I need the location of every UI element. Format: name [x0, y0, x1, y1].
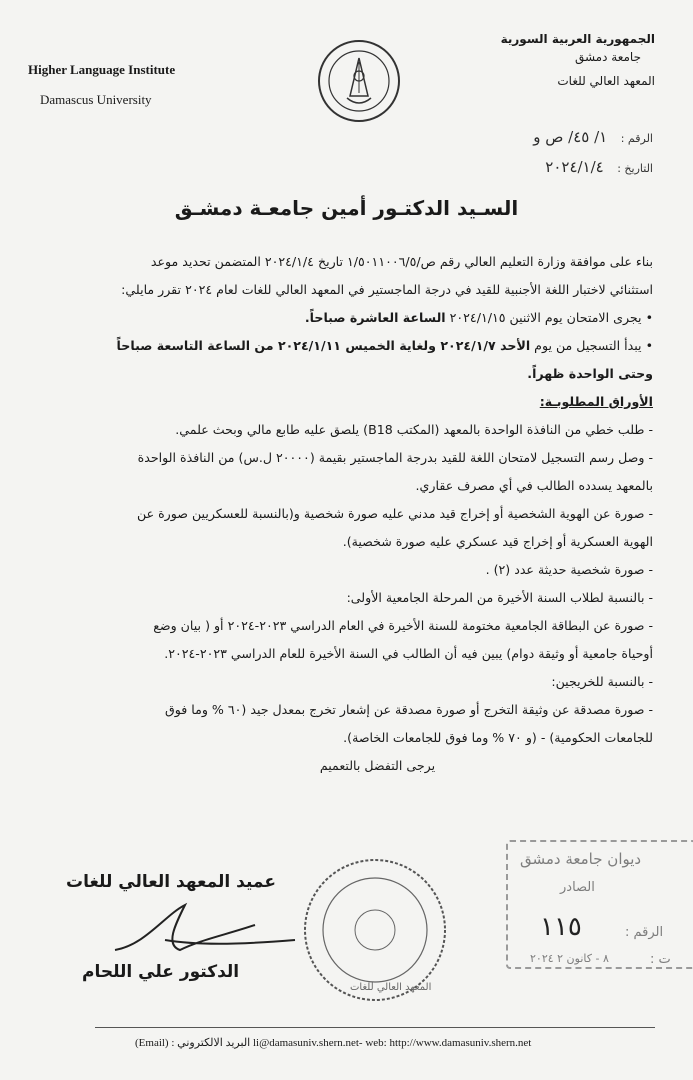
final-year-heading: - بالنسبة لطلاب السنة الأخيرة من المرحلة الجامعية الأولى:: [346, 590, 653, 605]
intro-line-2: استثنائي لاختبار اللغة الأجنبية للقيد في درجة الماجستير في المعهد العالي للغات لعام ٢٠٢٤ تقرر مايلي:: [121, 282, 653, 297]
institute-name-ar: المعهد العالي للغات: [557, 74, 655, 88]
letter-body: [42, 248, 653, 780]
exam-date-text: يجرى الامتحان يوم الاثنين ٢٠٢٤/١/١٥: [445, 310, 642, 325]
university-name-ar: جامعة دمشق: [574, 50, 641, 64]
university-name-en: Damascus University: [40, 92, 152, 107]
exam-date-item: • يجرى الامتحان يوم الاثنين ٢٠٢٤/١/١٥ الساعة العاشرة صباحاً.: [304, 310, 653, 325]
country-name-ar: الجمهورية العربية السورية: [500, 32, 655, 46]
reference-value: ١/ ٤٥/ ص و: [533, 128, 608, 146]
letter-date: [545, 158, 653, 176]
registry-date-value: ٨ - كانون ٢ ٢٠٢٤: [530, 952, 609, 965]
university-seal-logo: [316, 38, 402, 124]
footer-contact: (Email) : البريد الالكتروني li@damasuniv.shern.net- web: http://www.damasuniv.shern.net: [135, 1037, 532, 1049]
date-value: ٢٠٢٤/١/٤: [545, 158, 604, 176]
document-item: - صورة عن الهوية الشخصية أو إخراج قيد مدني عليه صورة شخصية و(بالنسبة للعسكريين صورة عن: [136, 506, 653, 521]
registration-prefix: يبدأ التسجيل من يوم: [530, 338, 642, 353]
registry-number-value: ١١٥: [540, 912, 582, 942]
dean-name: الدكتور علي اللحام: [82, 962, 240, 982]
registration-period: الأحد ٢٠٢٤/١/٧ ولغاية الخميس ٢٠٢٤/١/١١ من الساعة التاسعة صباحاً: [116, 338, 531, 353]
dean-title: عميد المعهد العالي للغات: [66, 872, 276, 892]
english-header: [28, 62, 175, 108]
document-item-continued: بالمعهد يسدده الطالب في أي مصرف عقاري.: [415, 478, 653, 493]
date-label: التاريخ :: [617, 162, 653, 175]
intro-line-1: بناء على موافقة وزارة التعليم العالي رقم ص/١/٥٠١١٠٠٦/٥ تاريخ ٢٠٢٤/١/٤ المتضمن تحديد موعد: [150, 254, 653, 269]
registration-end: وحتى الواحدة ظهراً.: [527, 366, 653, 381]
exam-time-text: الساعة العاشرة صباحاً.: [304, 310, 446, 325]
graduates-item-continued: للجامعات الحكومية) - (و ٧٠ % وما فوق للجامعات الخاصة).: [343, 730, 653, 745]
institute-name-en: Higher Language Institute: [28, 62, 176, 77]
handwritten-signature: [105, 895, 305, 965]
final-year-item: - صورة عن البطاقة الجامعية مختومة للسنة الأخيرة في العام الدراسي ٢٠٢٣-٢٠٢٤ أو ( بيان وضع: [153, 618, 653, 633]
graduates-item: - صورة مصدقة عن وثيقة التخرج أو صورة مصدقة عن إشعار تخرج بمعدل جيد (٦٠ % وما فوق: [164, 702, 653, 717]
document-item: - صورة شخصية حديثة عدد (٢) .: [485, 562, 653, 577]
registry-stamp-subtitle: الصادر: [560, 880, 595, 895]
registry-number-label: الرقم :: [625, 925, 664, 940]
document-item-continued: الهوية العسكرية أو إخراج قيد عسكري عليه صورة شخصية).: [342, 534, 653, 549]
registry-date-label: ت :: [650, 952, 671, 967]
footer-divider: [95, 1027, 655, 1028]
official-round-stamp: [300, 855, 450, 1005]
document-item: - طلب خطي من النافذة الواحدة بالمعهد (المكتب B18) يلصق عليه طابع مالي وبحث علمي.: [175, 422, 653, 437]
reference-number: [533, 128, 653, 146]
graduates-heading: - بالنسبة للخريجين:: [551, 674, 653, 689]
registry-stamp-title: ديوان جامعة دمشق: [520, 850, 642, 868]
final-year-item-continued: أوحياة جامعية أو وثيقة دوام) يبين فيه أن الطالب في السنة الأخيرة للعام الدراسي ٢٠٢٣-٢٠٢٤.: [164, 646, 653, 661]
registration-item: • يبدأ التسجيل من يوم الأحد ٢٠٢٤/١/٧ ولغاية الخميس ٢٠٢٤/١/١١ من الساعة التاسعة صباحاً: [116, 338, 653, 353]
letter-title: السـيد الدكتـور أمين جامعـة دمشـق: [174, 196, 519, 220]
reference-label: الرقم :: [620, 132, 653, 145]
required-documents-heading: الأوراق المطلوبـة:: [539, 394, 653, 409]
closing-line: يرجى التفضل بالتعميم: [319, 758, 436, 773]
round-stamp-label: المعهد العالي للغات: [350, 982, 432, 993]
arabic-header: [465, 30, 655, 90]
document-item: - وصل رسم التسجيل لامتحان اللغة للقيد بدرجة الماجستير بقيمة (٢٠٠٠٠ ل.س) من النافذة الواحدة: [137, 450, 653, 465]
